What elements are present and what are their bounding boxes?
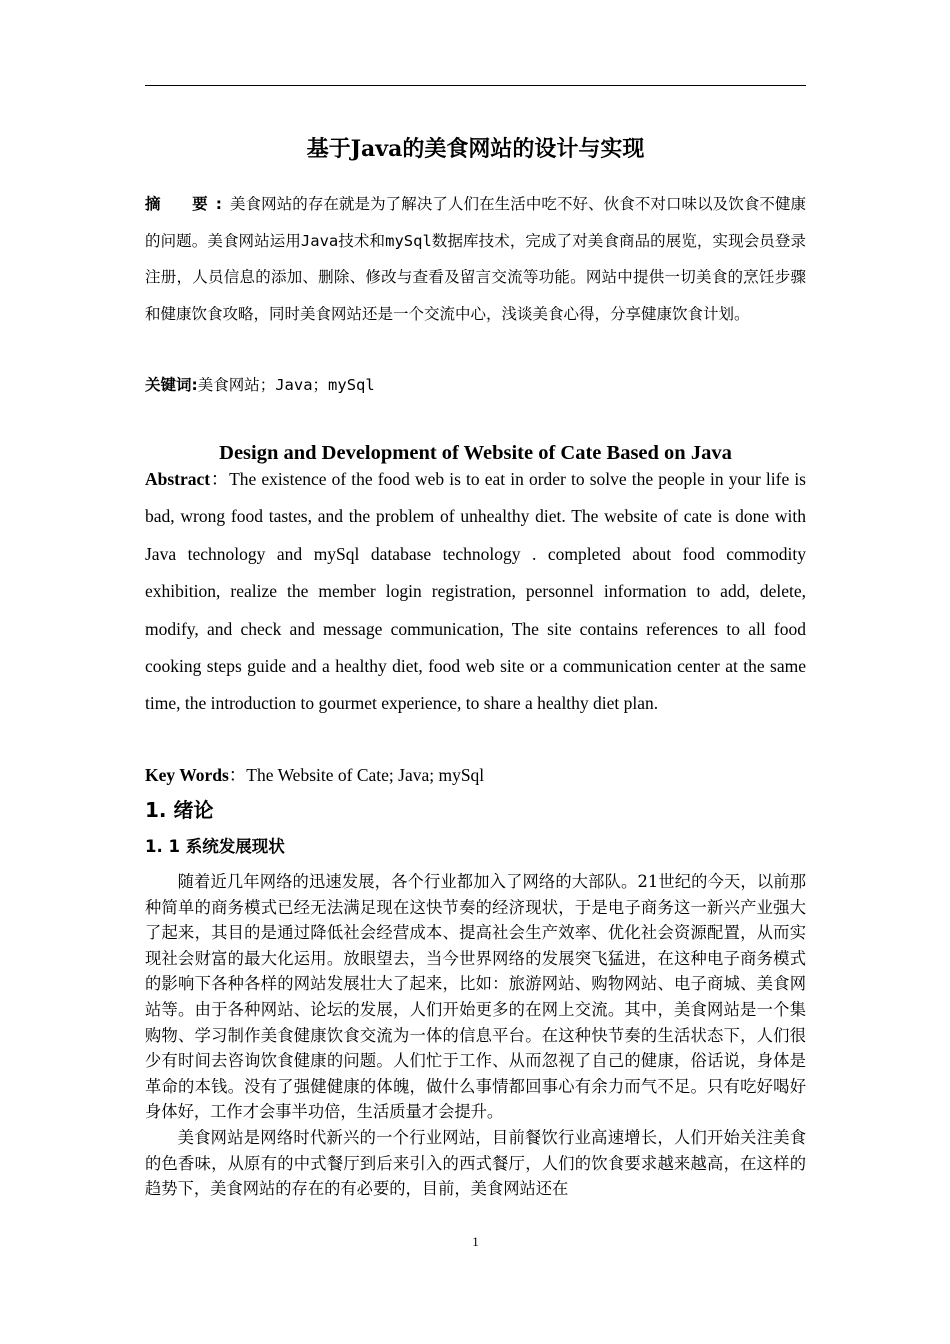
english-title: Design and Development of Website of Cate Based on Java <box>219 442 732 464</box>
english-keywords-text: ：The Website of Cate; Java; mySql <box>228 765 485 785</box>
page-number: 1 <box>472 1234 479 1249</box>
english-abstract <box>145 461 806 723</box>
header-rule <box>145 85 806 86</box>
chinese-title: 基于Java的美食网站的设计与实现 <box>306 136 645 162</box>
subsection-heading-status: 1. 1 系统发展现状 <box>145 837 285 856</box>
chinese-keywords-label: 关键词: <box>145 376 198 394</box>
paragraph: 随着近几年网络的迅速发展，各个行业都加入了网络的大部队。21世纪的今天，以前那种简单的商务模式已经无法满足现在这快节奏的经济现状，于是电子商务这一新兴产业强大了起来，其目的是通过降低社会经营成本、提高社会生产效率、优化社会资源配置，从而实现社会财富的最大化运用。放眼望去，当今世界网络的发展突飞猛进，在这种电子商务模式的影响下各种各样的网站发展壮大了起来，比如：旅游网站、购物网站、电子商城、美食网站等。由于各种网站、论坛的发展，人们开始更多的在网上交流。其中，美食网站是一个集购物、学习制作美食健康饮食交流为一体的信息平台。在这种快节奏的生活状态下，人们很少有时间去咨询饮食健康的问题。人们忙于工作、从而忽视了自己的健康，俗话说，身体是革命的本钱。没有了强健健康的体魄，做什么事情都回事心有余力而气不足。只有吃好喝好身体好，工作才会事半功倍，生活质量才会提升。 <box>145 872 806 1122</box>
chinese-abstract-label: 摘 要: <box>145 195 230 213</box>
section-heading-introduction: 1. 绪论 <box>145 798 214 822</box>
chinese-keywords-text: 美食网站；Java；mySql <box>197 376 375 394</box>
english-keywords <box>145 761 806 789</box>
chinese-abstract <box>145 186 806 332</box>
chinese-abstract-text: 美食网站的存在就是为了解决了人们在生活中吃不好、伙食不对口味以及饮食不健康的问题。美食网站运用Java技术和mySql数据库技术，完成了对美食商品的展览，实现会员登录注册，人员信息的添加、删除、修改与查看及留言交流等功能。网站中提供一切美食的烹饪步骤和健康饮食攻略，同时美食网站还是一个交流中心，浅谈美食心得，分享健康饮食计划。 <box>145 195 806 323</box>
english-keywords-label: Key Words <box>145 765 229 785</box>
chinese-keywords <box>145 371 806 399</box>
english-abstract-text: ：The existence of the food web is to eat in order to solve the people in your life is bad, wrong food tastes, and the problem of unhealthy diet. The website of cate is done with Java technology and mySql database technology . completed about food commodity exhibition, realize the member login registration, personnel information to add, delete, modify, and check and message communication, The site contains references to all food cooking steps guide and a healthy diet, food web site or a communication center at the same time, the introduction to gourmet experience, to share a healthy diet plan. <box>145 469 806 714</box>
body-text <box>145 869 806 1202</box>
english-abstract-label: Abstract <box>145 469 211 489</box>
paragraph: 美食网站是网络时代新兴的一个行业网站，目前餐饮行业高速增长，人们开始关注美食的色香味，从原有的中式餐厅到后来引入的西式餐厅，人们的饮食要求越来越高，在这样的趋势下，美食网站的存在的有必要的，目前，美食网站还在 <box>145 1127 806 1199</box>
